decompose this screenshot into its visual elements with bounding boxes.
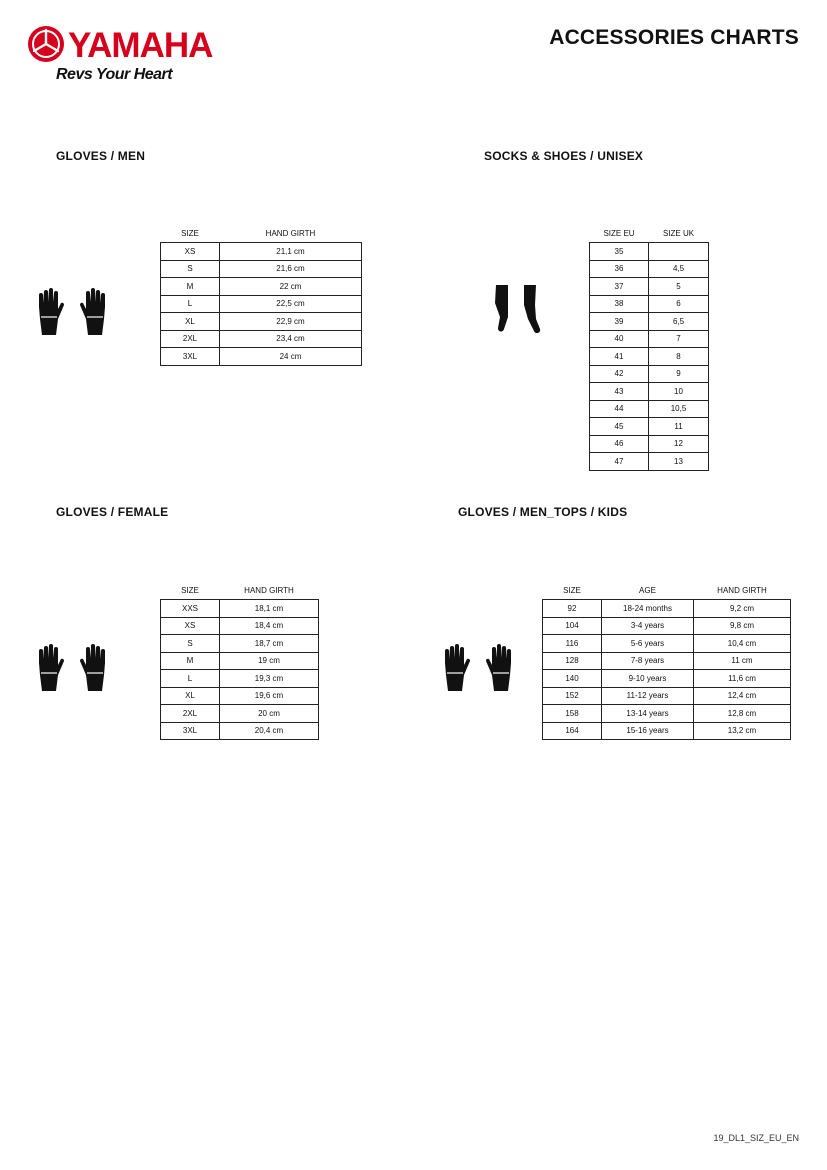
table-cell: XL xyxy=(161,687,220,705)
table-cell: S xyxy=(161,260,220,278)
column-header: HAND GIRTH xyxy=(265,229,316,238)
table-cell: 18-24 months xyxy=(602,600,694,618)
table-cell: 11 cm xyxy=(694,652,791,670)
table-row xyxy=(161,705,319,723)
table-row xyxy=(590,295,709,313)
table-cell: 19 cm xyxy=(220,652,319,670)
table-cell: 11 xyxy=(649,418,709,436)
table-row xyxy=(590,383,709,401)
table-cell: 152 xyxy=(543,687,602,705)
table-row xyxy=(543,670,791,688)
table-cell: 37 xyxy=(590,278,649,296)
table-row xyxy=(543,652,791,670)
table-cell: 13-14 years xyxy=(602,705,694,723)
table-row xyxy=(161,313,362,331)
brand-name: YAMAHA xyxy=(68,26,213,65)
table-header-row xyxy=(590,225,709,243)
column-header: AGE xyxy=(639,586,656,595)
table-cell: 18,1 cm xyxy=(220,600,319,618)
table-cell: XL xyxy=(161,313,220,331)
table-cell: 12,4 cm xyxy=(694,687,791,705)
table-row xyxy=(543,705,791,723)
table-cell: 4,5 xyxy=(649,260,709,278)
table-cell: 46 xyxy=(590,435,649,453)
table-cell: 92 xyxy=(543,600,602,618)
table-cell: M xyxy=(161,278,220,296)
table-row xyxy=(161,617,319,635)
table-cell: 10,5 xyxy=(649,400,709,418)
table-cell: L xyxy=(161,295,220,313)
table-row xyxy=(161,330,362,348)
table-cell: 158 xyxy=(543,705,602,723)
table-cell: 41 xyxy=(590,348,649,366)
table-cell: 42 xyxy=(590,365,649,383)
table-row xyxy=(590,418,709,436)
gloves-icon xyxy=(442,643,514,693)
column-header: SIZE EU xyxy=(603,229,635,238)
table-row xyxy=(161,652,319,670)
section-title-socks-shoes: SOCKS & SHOES / UNISEX xyxy=(484,149,644,163)
table-cell: 18,4 cm xyxy=(220,617,319,635)
gloves-icon xyxy=(36,643,108,693)
column-header: SIZE xyxy=(181,586,199,595)
table-row xyxy=(543,687,791,705)
column-header: SIZE UK xyxy=(662,229,695,238)
table-cell xyxy=(649,243,709,261)
table-cell: 38 xyxy=(590,295,649,313)
table-cell: 164 xyxy=(543,722,602,740)
table-cell: 39 xyxy=(590,313,649,331)
table-row xyxy=(161,687,319,705)
table-cell: 23,4 cm xyxy=(220,330,362,348)
table-cell: 104 xyxy=(543,617,602,635)
table-row xyxy=(590,348,709,366)
table-cell: 6 xyxy=(649,295,709,313)
table-cell: XXS xyxy=(161,600,220,618)
table-cell: 6,5 xyxy=(649,313,709,331)
table-cell: 36 xyxy=(590,260,649,278)
gloves-icon xyxy=(36,287,108,337)
page-title: ACCESSORIES CHARTS xyxy=(549,26,799,49)
table-header-row xyxy=(161,582,319,600)
table-cell: 128 xyxy=(543,652,602,670)
table-cell: 11-12 years xyxy=(602,687,694,705)
table-row xyxy=(590,435,709,453)
table-cell: 20,4 cm xyxy=(220,722,319,740)
table-cell: 10 xyxy=(649,383,709,401)
table-row xyxy=(543,635,791,653)
table-row xyxy=(590,278,709,296)
table-cell: 11,6 cm xyxy=(694,670,791,688)
table-cell: 116 xyxy=(543,635,602,653)
table-cell: 9,8 cm xyxy=(694,617,791,635)
table-row xyxy=(543,617,791,635)
table-row xyxy=(590,330,709,348)
table-row xyxy=(161,722,319,740)
table-cell: 22,5 cm xyxy=(220,295,362,313)
table-cell: 3XL xyxy=(161,722,220,740)
table-cell: 22 cm xyxy=(220,278,362,296)
table-cell: 43 xyxy=(590,383,649,401)
table-cell: 7 xyxy=(649,330,709,348)
column-header: SIZE xyxy=(181,229,199,238)
table-header-row xyxy=(161,225,362,243)
table-cell: 7-8 years xyxy=(602,652,694,670)
column-header: HAND GIRTH xyxy=(717,586,767,595)
table-cell: 2XL xyxy=(161,330,220,348)
table-cell: 18,7 cm xyxy=(220,635,319,653)
table-cell: 24 cm xyxy=(220,348,362,366)
table-cell: 13 xyxy=(649,453,709,471)
table-cell: 2XL xyxy=(161,705,220,723)
table-row xyxy=(161,600,319,618)
gloves-female-size-table xyxy=(160,582,319,740)
table-row xyxy=(161,243,362,261)
table-cell: 21,6 cm xyxy=(220,260,362,278)
table-cell: 9 xyxy=(649,365,709,383)
table-row xyxy=(590,260,709,278)
table-cell: 47 xyxy=(590,453,649,471)
table-cell: 140 xyxy=(543,670,602,688)
table-cell: 12 xyxy=(649,435,709,453)
table-cell: 13,2 cm xyxy=(694,722,791,740)
table-row xyxy=(590,400,709,418)
table-row xyxy=(590,313,709,331)
table-cell: 3XL xyxy=(161,348,220,366)
table-row xyxy=(161,670,319,688)
column-header: HAND GIRTH xyxy=(244,586,294,595)
table-cell: 40 xyxy=(590,330,649,348)
table-cell: 21,1 cm xyxy=(220,243,362,261)
table-row xyxy=(590,365,709,383)
table-cell: XS xyxy=(161,617,220,635)
table-cell: 44 xyxy=(590,400,649,418)
table-cell: 35 xyxy=(590,243,649,261)
table-cell: 10,4 cm xyxy=(694,635,791,653)
yamaha-logo xyxy=(26,22,216,92)
gloves-men-size-table xyxy=(160,225,362,366)
table-cell: L xyxy=(161,670,220,688)
table-cell: M xyxy=(161,652,220,670)
table-row xyxy=(161,635,319,653)
table-cell: S xyxy=(161,635,220,653)
socks-shoes-size-table xyxy=(589,225,709,471)
tuning-fork-emblem-icon xyxy=(26,24,66,64)
table-cell: 3-4 years xyxy=(602,617,694,635)
table-cell: 22,9 cm xyxy=(220,313,362,331)
document-code: 19_DL1_SIZ_EU_EN xyxy=(713,1133,799,1143)
table-row xyxy=(543,600,791,618)
table-cell: 5 xyxy=(649,278,709,296)
table-cell: 20 cm xyxy=(220,705,319,723)
table-row xyxy=(590,453,709,471)
socks-icon xyxy=(490,283,546,333)
section-title-gloves-men: GLOVES / MEN xyxy=(56,149,146,163)
table-cell: 19,6 cm xyxy=(220,687,319,705)
table-cell: 15-16 years xyxy=(602,722,694,740)
table-cell: XS xyxy=(161,243,220,261)
table-cell: 45 xyxy=(590,418,649,436)
table-cell: 19,3 cm xyxy=(220,670,319,688)
table-row xyxy=(161,278,362,296)
table-cell: 9-10 years xyxy=(602,670,694,688)
table-cell: 12,8 cm xyxy=(694,705,791,723)
column-header: SIZE xyxy=(563,586,581,595)
table-header-row xyxy=(543,582,791,600)
table-row xyxy=(161,295,362,313)
table-cell: 5-6 years xyxy=(602,635,694,653)
brand-tagline: Revs Your Heart xyxy=(56,66,173,83)
section-title-gloves-female: GLOVES / FEMALE xyxy=(56,505,169,519)
table-row xyxy=(590,243,709,261)
table-cell: 9,2 cm xyxy=(694,600,791,618)
table-row xyxy=(543,722,791,740)
table-row xyxy=(161,260,362,278)
section-title-gloves-kids: GLOVES / MEN_TOPS / KIDS xyxy=(458,505,628,519)
table-cell: 8 xyxy=(649,348,709,366)
table-row xyxy=(161,348,362,366)
gloves-kids-size-table xyxy=(542,582,791,740)
